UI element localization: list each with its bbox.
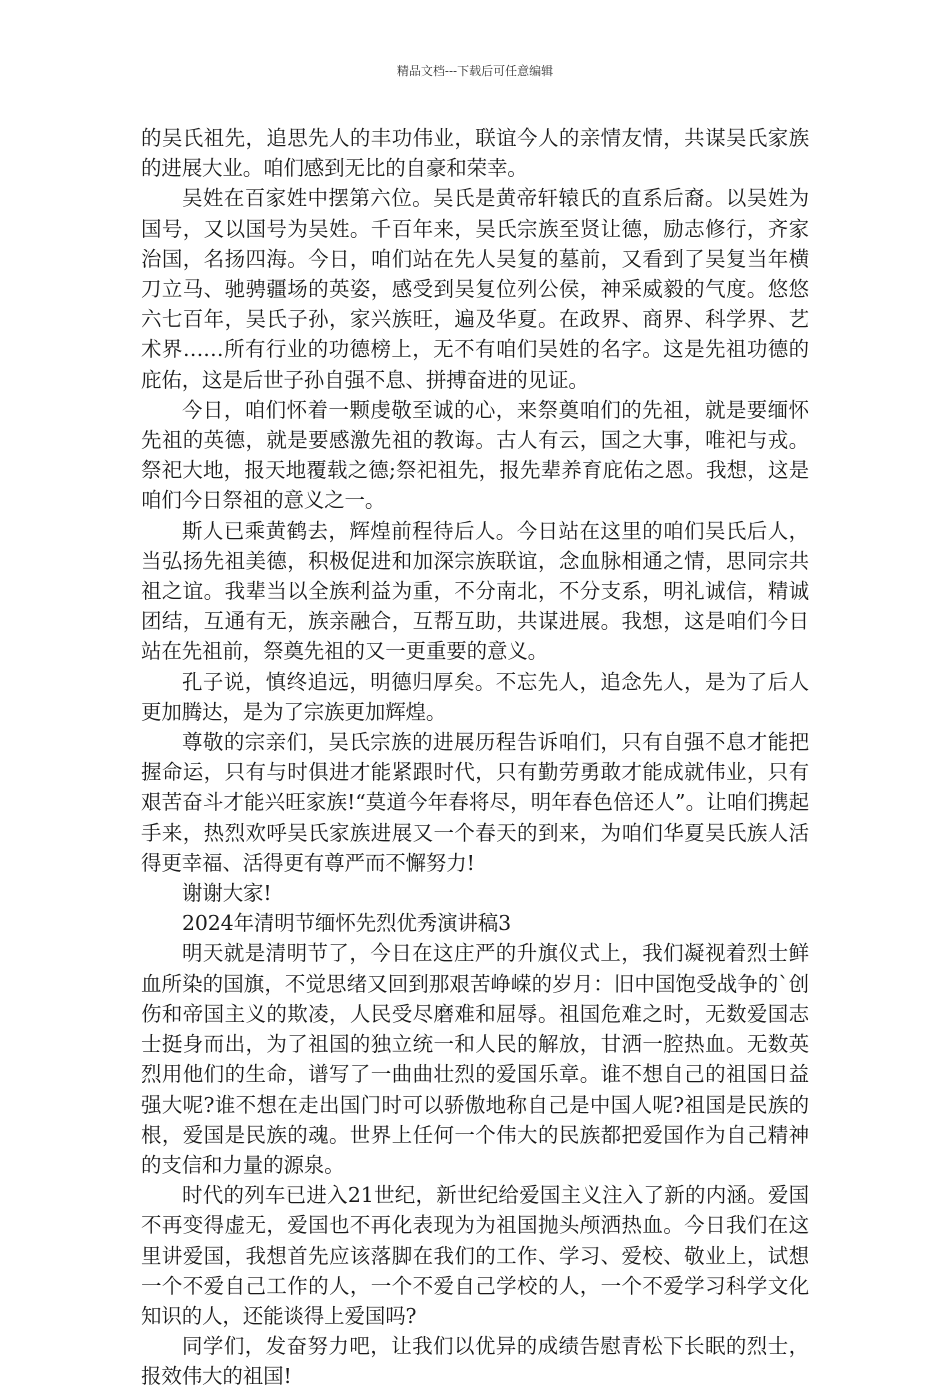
closing-thanks: 谢谢大家! — [182, 881, 272, 906]
paragraph: 吴姓在百家姓中摆第六位。吴氏是黄帝轩辕氏的直系后裔。以吴姓为国号，又以国号为吴姓。千百年来，吴氏宗族至贤让德，励志修行，齐家治国，名扬四海。今日，咱们站在先人吴复的墓前，又看到了吴复当年横刀立马、驰骋疆场的英姿，感受到吴复位列公侯，神采威毅的气度。悠悠六七百年，吴氏子孙，家兴族旺，遍及华夏。在政界、商界、科学界、艺术界……所有行业的功德榜上，无不有咱们吴姓的名字。这是先祖功德的庇佑，这是后世子孙自强不息、拼搏奋进的见证。 — [141, 186, 809, 392]
paragraph: 时代的列车已进入21世纪，新世纪给爱国主义注入了新的内涵。爱国不再变得虚无，爱国也不再化表现为为祖国抛头颅洒热血。今日我们在这里讲爱国，我想首先应该落脚在我们的工作、学习、爱校、敬业上，试想一个不爱自己工作的人，一个不爱自己学校的人，一个不爱学习科学文化知识的人，还能谈得上爱国吗? — [141, 1183, 809, 1328]
paragraph: 今日，咱们怀着一颗虔敬至诚的心，来祭奠咱们的先祖，就是要缅怀先祖的英德，就是要感激先祖的教诲。古人有云，国之大事，唯祀与戎。祭祀大地，报天地覆载之德;祭祀祖先，报先辈养育庇佑之恩。我想，这是咱们今日祭祖的意义之一。 — [141, 397, 809, 513]
document-body — [141, 123, 809, 1392]
section-title: 2024年清明节缅怀先烈优秀演讲稿3 — [182, 911, 512, 936]
paragraph: 明天就是清明节了，今日在这庄严的升旗仪式上，我们凝视着烈士鲜血所染的国旗，不觉思绪又回到那艰苦峥嵘的岁月：旧中国饱受战争的`创伤和帝国主义的欺凌，人民受尽磨难和屈辱。祖国危难之时，无数爱国志士挺身而出，为了祖国的独立统一和人民的解放，甘洒一腔热血。无数英烈用他们的生命，谱写了一曲曲壮烈的爱国乐章。谁不想自己的祖国日益强大呢?谁不想在走出国门时可以骄傲地称自己是中国人呢?祖国是民族的根，爱国是民族的魂。世界上任何一个伟大的民族都把爱国作为自己精神的支信和力量的源泉。 — [141, 941, 809, 1177]
paragraph-continuation: 的吴氏祖先，追思先人的丰功伟业，联谊今人的亲情友情，共谋吴氏家族的进展大业。咱们感到无比的自豪和荣幸。 — [141, 126, 809, 181]
paragraph: 斯人已乘黄鹤去，辉煌前程待后人。今日站在这里的咱们吴氏后人，当弘扬先祖美德，积极促进和加深宗族联谊，念血脉相通之情，思同宗共祖之谊。我辈当以全族利益为重，不分南北，不分支系，明礼诚信，精诚团结，互通有无，族亲融合，互帮互助，共谋进展。我想，这是咱们今日站在先祖前，祭奠先祖的又一更重要的意义。 — [141, 518, 809, 664]
paragraph: 同学们，发奋努力吧，让我们以优异的成绩告慰青松下长眠的烈士，报效伟大的祖国! — [141, 1334, 809, 1389]
paragraph: 尊敬的宗亲们，吴氏宗族的进展历程告诉咱们，只有自强不息才能把握命运，只有与时俱进才能紧跟时代，只有勤劳勇敢才能成就伟业，只有艰苦奋斗才能兴旺家族!“莫道今年春将尽，明年春色倍还人”。让咱们携起手来，热烈欢呼吴氏家族进展又一个春天的到来，为咱们华夏吴氏族人活得更幸福、活得更有尊严而不懈努力! — [141, 730, 809, 875]
paragraph: 孔子说，慎终追远，明德归厚矣。不忘先人，追念先人，是为了后人更加腾达，是为了宗族更加辉煌。 — [141, 669, 809, 724]
page-header — [0, 63, 950, 79]
header-text: 精品文档---下载后可任意编辑 — [396, 64, 554, 78]
